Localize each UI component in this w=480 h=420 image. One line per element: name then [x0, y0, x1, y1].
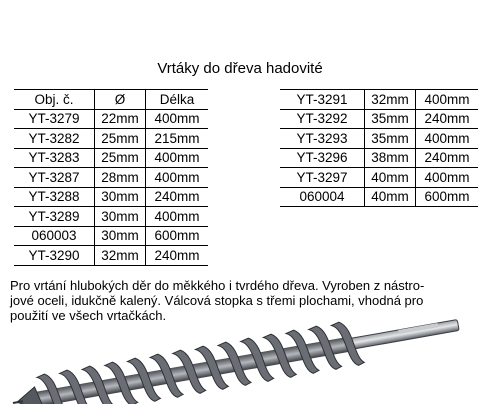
table-row	[280, 168, 478, 188]
table-row	[280, 109, 478, 129]
length: 215mm	[146, 129, 209, 149]
page-title: Vrtáky do dřeva hadovité	[157, 60, 323, 77]
diameter: 40mm	[365, 168, 416, 188]
order-number: YT-3283	[14, 148, 95, 168]
order-number: YT-3282	[14, 129, 95, 149]
order-number: 060004	[280, 187, 365, 207]
table-row	[14, 187, 208, 207]
description-line: použití ve všech vrtačkách.	[10, 308, 167, 323]
length: 400mm	[416, 168, 479, 188]
diameter: 35mm	[365, 109, 416, 129]
header-order-number: Obj. č.	[14, 90, 95, 110]
length: 400mm	[146, 168, 209, 188]
length: 400mm	[146, 207, 209, 227]
diameter: 28mm	[95, 168, 146, 188]
size-table-right	[280, 89, 478, 207]
diameter: 32mm	[365, 90, 416, 110]
length: 400mm	[416, 129, 479, 149]
description-line: jové oceli, idukčně kalený. Válcová stopka s třemi plochami, vhodná pro	[10, 293, 424, 308]
length: 600mm	[416, 187, 479, 207]
order-number: YT-3287	[14, 168, 95, 188]
table-row	[14, 148, 208, 168]
length: 600mm	[146, 226, 209, 246]
table-row	[280, 129, 478, 149]
order-number: YT-3293	[280, 129, 365, 149]
order-number: YT-3291	[280, 90, 365, 110]
diameter: 40mm	[365, 187, 416, 207]
diameter: 30mm	[95, 187, 146, 207]
table-row	[14, 207, 208, 227]
description-line: Pro vrtání hlubokých děr do měkkého i tvrdého dřeva. Vyroben z nástro-	[10, 278, 425, 293]
diameter: 35mm	[365, 129, 416, 149]
table-row	[14, 226, 208, 246]
order-number: YT-3279	[14, 109, 95, 129]
table-row	[280, 148, 478, 168]
length: 240mm	[146, 187, 209, 207]
length: 400mm	[146, 148, 209, 168]
order-number: YT-3288	[14, 187, 95, 207]
order-number: YT-3292	[280, 109, 365, 129]
table-row	[14, 168, 208, 188]
diameter: 32mm	[95, 246, 146, 266]
length: 400mm	[416, 90, 479, 110]
order-number: 060003	[14, 226, 95, 246]
table-row	[280, 90, 478, 110]
diameter: 25mm	[95, 129, 146, 149]
table-row	[14, 109, 208, 129]
diameter: 25mm	[95, 148, 146, 168]
header-length: Délka	[146, 90, 209, 110]
diameter: 38mm	[365, 148, 416, 168]
auger-drill-bit-image	[10, 318, 472, 404]
length: 240mm	[416, 109, 479, 129]
length: 240mm	[146, 246, 209, 266]
diameter: 30mm	[95, 226, 146, 246]
diameter: 22mm	[95, 109, 146, 129]
header-diameter: Ø	[95, 90, 146, 110]
order-number: YT-3290	[14, 246, 95, 266]
product-description	[10, 278, 472, 323]
order-number: YT-3297	[280, 168, 365, 188]
order-number: YT-3296	[280, 148, 365, 168]
length: 400mm	[146, 109, 209, 129]
table-row	[280, 187, 478, 207]
diameter: 30mm	[95, 207, 146, 227]
table-row	[14, 129, 208, 149]
length: 240mm	[416, 148, 479, 168]
table-header-row	[14, 90, 208, 110]
table-row	[14, 246, 208, 266]
order-number: YT-3289	[14, 207, 95, 227]
size-table-left	[14, 89, 208, 266]
